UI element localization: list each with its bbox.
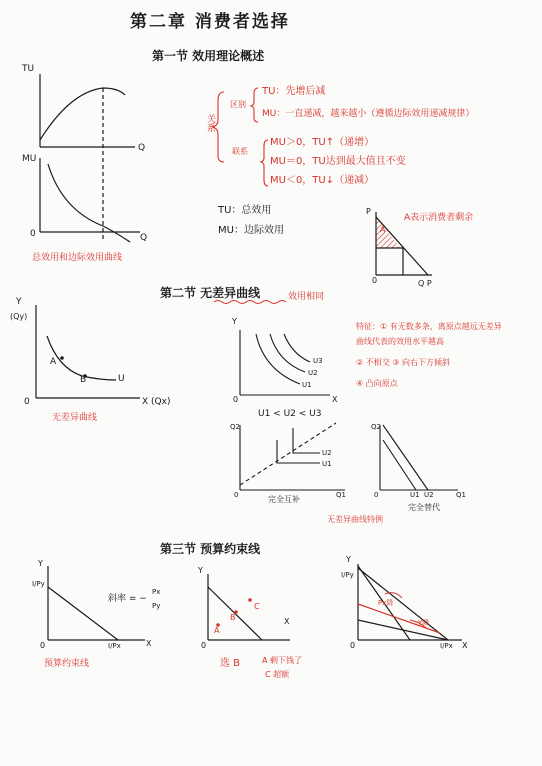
subs-x-axis: Q1 (456, 491, 466, 499)
tu-axis-label: TU (22, 64, 35, 74)
subs-caption: 完全替代 (408, 503, 440, 512)
slope-label: 斜率 = − (108, 594, 147, 604)
section2-title: 第二节 无差异曲线 (160, 286, 261, 300)
connection-line-3: MU＜0，TU↓（递减） (270, 175, 375, 186)
tu-mu-caption: 总效用和边际效用曲线 (32, 253, 123, 263)
comp-x-axis: Q1 (336, 491, 346, 499)
feature-line-4: ④ 凸向原点 (356, 379, 398, 388)
point-a-dot (60, 356, 64, 360)
subs-origin: 0 (374, 491, 379, 499)
shift-x-axis: X (462, 641, 468, 650)
family-u3: U3 (313, 357, 323, 365)
choice-label-a: A (214, 626, 220, 635)
subs-y-axis: Q2 (371, 423, 381, 431)
slope-den: Py (152, 602, 161, 610)
shift-origin: 0 (350, 641, 356, 650)
subs-u2: U2 (424, 491, 434, 499)
comp-u1: U1 (322, 460, 332, 468)
choice-x-axis: X (284, 617, 290, 626)
surplus-q-axis: Q P (418, 279, 432, 288)
comp-u2: U2 (322, 449, 332, 457)
definition-mu: MU：边际效用 (218, 225, 284, 236)
family-origin: 0 (233, 395, 239, 404)
subs-u1: U1 (410, 491, 420, 499)
family-u1: U1 (302, 381, 312, 389)
shift-label-y: Y降 (418, 619, 430, 627)
mu-graph (40, 158, 140, 242)
ic-caption: 无差异曲线 (52, 413, 98, 423)
section2-title-note: 效用相同 (288, 292, 325, 302)
choice-origin: 0 (201, 641, 207, 650)
surplus-note: A表示消费者剩余 (404, 213, 474, 223)
shift-label-px: Px降 (378, 599, 394, 607)
shift-y-intercept: I/Py (341, 571, 354, 579)
mu-q-label: Q (140, 233, 148, 243)
indifference-main-graph (36, 305, 140, 398)
substitutes-graph (380, 425, 458, 490)
budget-x-axis: X (146, 639, 152, 648)
ic-y-sub: (Qy) (10, 312, 28, 321)
origin-label: 0 (30, 229, 36, 239)
slope-num: Px (152, 588, 161, 596)
choice-label-c: C (254, 602, 260, 611)
chapter-title: 第二章 消费者选择 (130, 12, 290, 32)
feature-line-3: ② 不相交 ③ 向右下方倾斜 (356, 358, 450, 367)
section1-title: 第一节 效用理论概述 (152, 49, 265, 63)
comp-caption: 完全互补 (268, 495, 300, 504)
choice-answer: 选 B (220, 658, 241, 669)
budget-y-axis: Y (38, 559, 43, 568)
choice-y-axis: Y (198, 566, 203, 575)
section2-underline (214, 301, 286, 304)
section3-title: 第三节 预算约束线 (160, 542, 261, 556)
choice-point-c (248, 598, 252, 602)
family-u2: U2 (308, 369, 318, 377)
difference-line-2: MU：一直递减，越来越小（遵循边际效用递减规律） (262, 109, 475, 119)
budget-origin: 0 (40, 641, 46, 650)
ic-x-axis: X (Qx) (142, 397, 171, 407)
choice-label-b: B (230, 613, 236, 622)
connection-label: 联系 (232, 147, 248, 156)
ic-y-axis: Y (16, 297, 22, 307)
budget-y-intercept: I/Py (32, 580, 45, 588)
feature-line-2: 曲线代表的效用水平越高 (356, 337, 444, 346)
difference-line-1: TU：先增后减 (262, 86, 326, 97)
connection-line-2: MU＝0，TU达到最大值且不变 (270, 156, 406, 167)
relation-label: 关系 (205, 114, 215, 132)
choice-note-c: C 超额 (265, 670, 290, 679)
surplus-origin: 0 (372, 276, 378, 285)
ic-origin: 0 (24, 397, 30, 407)
feature-line-1: 特征：① 有无数多条，离原点越远无差异 (356, 322, 502, 331)
surplus-a-label: A (380, 225, 386, 234)
ic-point-a: A (50, 357, 57, 367)
mu-axis-label: MU (22, 154, 37, 164)
budget-shift-graph (358, 564, 462, 640)
shift-x-intercept: I/Px (440, 642, 453, 650)
budget-x-intercept: I/Px (108, 642, 121, 650)
connection-line-1: MU＞0，TU↑（递增） (270, 137, 375, 148)
comp-y-axis: Q2 (230, 423, 240, 431)
family-y-axis: Y (232, 317, 237, 326)
family-x-axis: X (332, 395, 338, 404)
choice-graph (208, 574, 290, 640)
budget-caption: 预算约束线 (44, 659, 90, 669)
special-caption: 无差异曲线特例 (327, 515, 383, 524)
tu-graph (40, 74, 135, 240)
shift-y-axis: Y (346, 555, 351, 564)
family-relation: U1 < U2 < U3 (258, 409, 322, 419)
difference-label: 区别 (230, 100, 246, 109)
ic-point-b: B (80, 375, 87, 385)
surplus-p-axis: P (366, 207, 371, 216)
tu-q-label: Q (138, 143, 146, 153)
definition-tu: TU：总效用 (218, 205, 272, 216)
ic-curve-u: U (118, 374, 125, 384)
choice-note-a: A 剩下钱了 (262, 656, 303, 665)
comp-origin: 0 (234, 491, 239, 499)
